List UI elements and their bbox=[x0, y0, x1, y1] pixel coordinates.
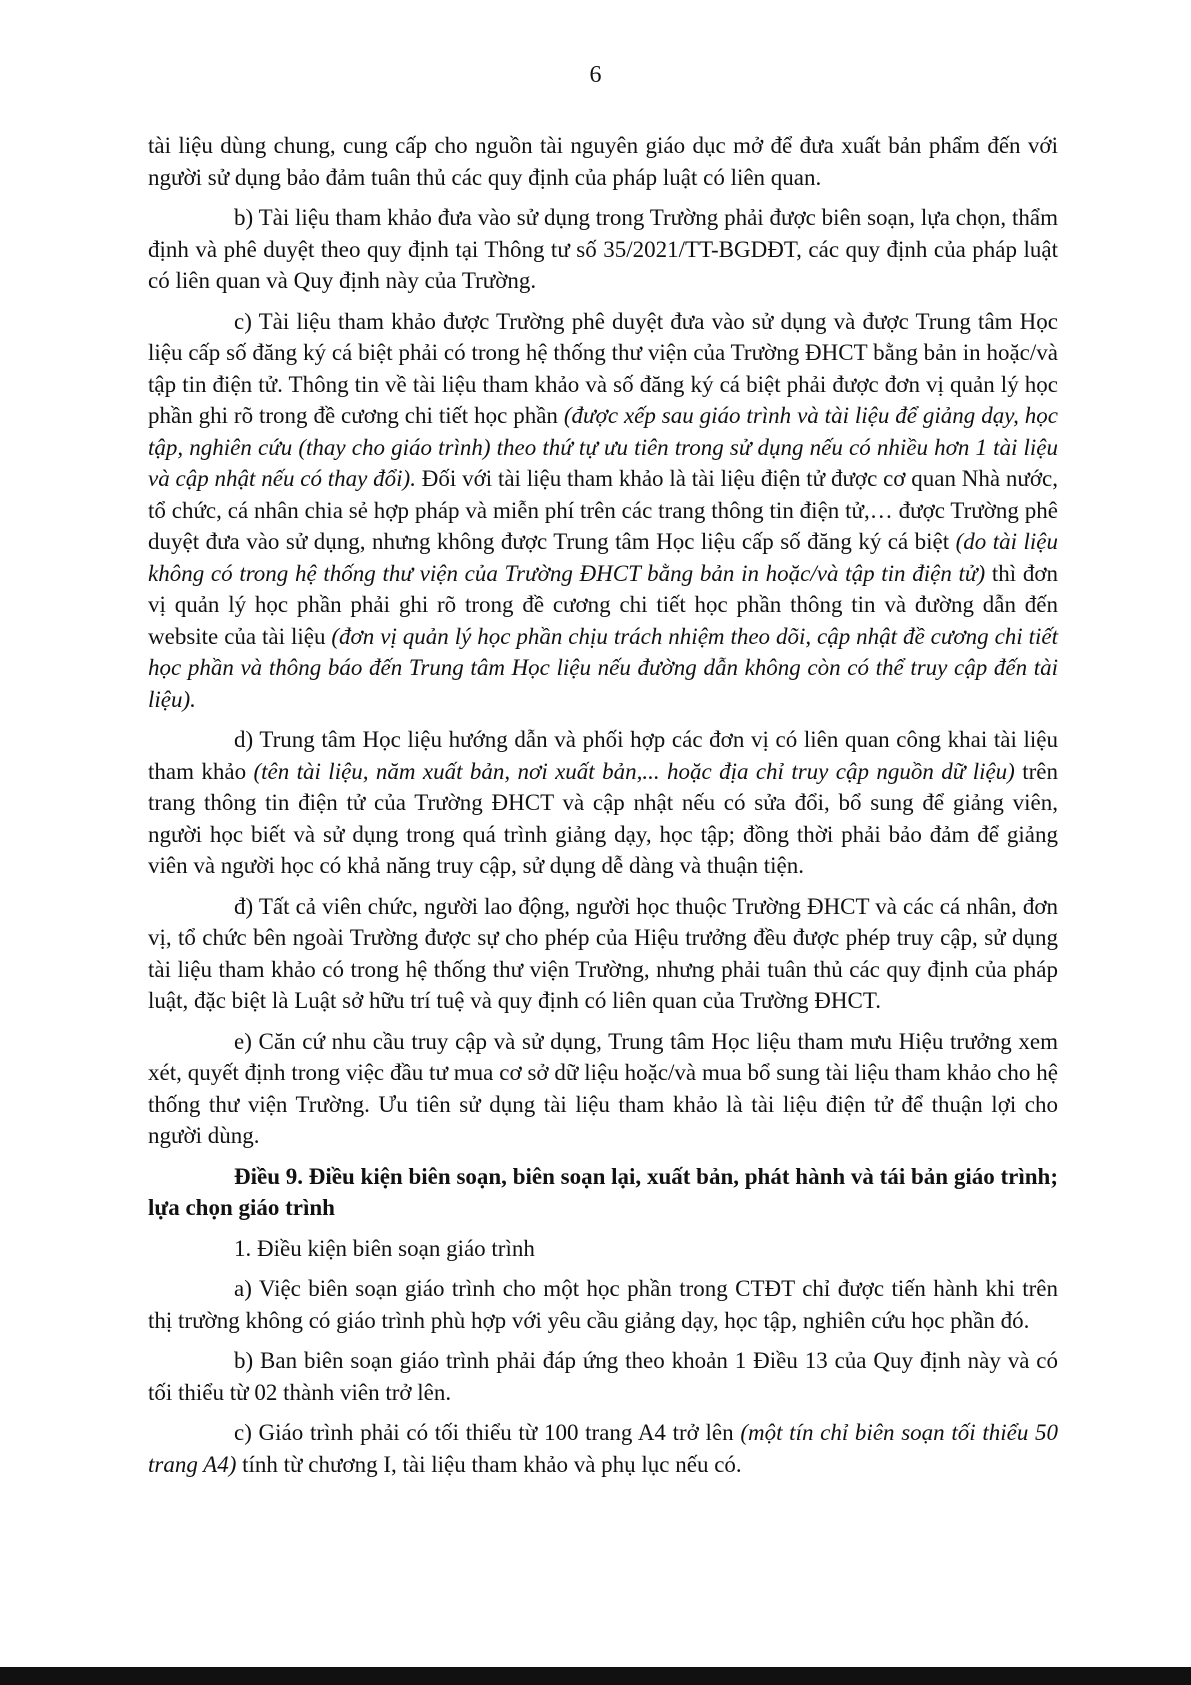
text-segment: đ) Tất cả viên chức, người lao động, người học thuộc Trường ĐHCT và các cá nhân, đơn vị, tổ chức bên ngoài Trường được sự cho phép của Hiệu trưởng đều được phép truy cập, sử dụng tài liệu tham khảo có trong hệ thống thư viện Trường, nhưng phải tuân thủ các quy định của pháp luật, đặc biệt là Luật sở hữu trí tuệ và quy định có liên quan của Trường ĐHCT. bbox=[148, 893, 1058, 1013]
paragraph-clause-e bbox=[148, 1026, 1058, 1152]
article-heading bbox=[148, 1161, 1058, 1224]
italic-segment: (đơn vị quản lý học phần chịu trách nhiệm theo dõi, cập nhật đề cương chi tiết học phần và thông báo đến Trung tâm Học liệu nếu đường dẫn không còn có thể truy cập đến tài liệu). bbox=[148, 623, 1058, 712]
paragraph-continuation bbox=[148, 130, 1058, 193]
paragraph-item-1 bbox=[148, 1233, 1058, 1265]
text-segment: c) Tài liệu tham khảo được Trường phê duyệt đưa vào sử dụng và được Trung tâm Học liệu cấp số đăng ký cá biệt phải có trong hệ thống thư viện của Trường ĐHCT bằng bản in hoặc/và tập tin điện tử. Thông tin về tài liệu tham khảo và số đăng ký cá biệt phải được đơn vị quản lý học phần ghi rõ trong đề cương chi tiết học phần bbox=[148, 308, 1058, 428]
paragraph-item-1c bbox=[148, 1417, 1058, 1480]
italic-segment: (được xếp sau giáo trình và tài liệu để giảng dạy, học tập, nghiên cứu (thay cho giáo trình) theo thứ tự ưu tiên trong sử dụng nếu có nhiều hơn 1 tài liệu và cập nhật nếu có thay đổi). bbox=[148, 403, 1058, 491]
text-segment: c) Giáo trình phải có tối thiểu từ 100 trang A4 trở lên bbox=[234, 1420, 741, 1445]
paragraph-clause-b bbox=[148, 202, 1058, 297]
text-segment: 1. Điều kiện biên soạn giáo trình bbox=[234, 1235, 535, 1261]
text-segment: e) Căn cứ nhu cầu truy cập và sử dụng, Trung tâm Học liệu tham mưu Hiệu trưởng xem xét, quyết định trong việc đầu tư mua cơ sở dữ liệu hoặc/và mua bổ sung tài liệu tham khảo cho hệ thống thư viện Trường. Ưu tiên sử dụng tài liệu tham khảo là tài liệu điện tử để thuận lợi cho người dùng. bbox=[148, 1028, 1058, 1148]
text-segment: trên trang thông tin điện tử của Trường ĐHCT và cập nhật nếu có sửa đổi, bổ sung để giảng viên, người học biết và sử dụng trong quá trình giảng dạy, học tập; đồng thời phải bảo đảm để giảng viên và người học có khả năng truy cập, sử dụng dễ dàng và thuận tiện. bbox=[148, 758, 1058, 878]
paragraph-clause-d bbox=[148, 724, 1058, 882]
scan-edge-bar bbox=[0, 1667, 1191, 1685]
paragraph-item-1b bbox=[148, 1345, 1058, 1408]
paragraph-item-1a bbox=[148, 1273, 1058, 1336]
italic-segment: (tên tài liệu, năm xuất bản, nơi xuất bản,... hoặc địa chỉ truy cập nguồn dữ liệu) bbox=[253, 758, 1015, 784]
italic-segment: (do tài liệu không có trong hệ thống thư viện của Trường ĐHCT bằng bản in hoặc/và tập tin điện tử) bbox=[148, 529, 1058, 586]
text-segment: a) Việc biên soạn giáo trình cho một học phần trong CTĐT chỉ được tiến hành khi trên thị trường không có giáo trình phù hợp với yêu cầu giảng dạy, học tập, nghiên cứu học phần đó. bbox=[148, 1276, 1058, 1333]
text-segment: d) Trung tâm Học liệu hướng dẫn và phối hợp các đơn vị có liên quan công khai tài liệu tham khảo bbox=[148, 727, 1058, 784]
paragraph-clause-c bbox=[148, 306, 1058, 716]
text-segment: thì đơn vị quản lý học phần phải ghi rõ trong đề cương chi tiết học phần thông tin và đường dẫn đến website của tài liệu bbox=[148, 560, 1058, 649]
document-body bbox=[148, 130, 1058, 1489]
page-number: 6 bbox=[589, 62, 602, 88]
text-segment: tính từ chương I, tài liệu tham khảo và phụ lục nếu có. bbox=[236, 1451, 742, 1477]
text-segment: tài liệu dùng chung, cung cấp cho nguồn tài nguyên giáo dục mở để đưa xuất bản phẩm đến với người sử dụng bảo đảm tuân thủ các quy định của pháp luật có liên quan. bbox=[148, 133, 1058, 190]
text-segment: b) Ban biên soạn giáo trình phải đáp ứng theo khoản 1 Điều 13 của Quy định này và có tối thiểu từ 02 thành viên trở lên. bbox=[148, 1348, 1058, 1405]
text-segment: Đối với tài liệu tham khảo là tài liệu điện tử được cơ quan Nhà nước, tổ chức, cá nhân chia sẻ hợp pháp và miễn phí trên các trang thông tin điện tử,… được Trường phê duyệt đưa vào sử dụng, nhưng không được Trung tâm Học liệu cấp số đăng ký cá biệt bbox=[148, 466, 1058, 554]
heading-text: Điều 9. Điều kiện biên soạn, biên soạn lại, xuất bản, phát hành và tái bản giáo trình; lựa chọn giáo trình bbox=[148, 1163, 1058, 1220]
paragraph-clause-dd bbox=[148, 891, 1058, 1017]
italic-segment: (một tín chỉ biên soạn tối thiểu 50 trang A4) bbox=[148, 1420, 1059, 1477]
text-segment: b) Tài liệu tham khảo đưa vào sử dụng trong Trường phải được biên soạn, lựa chọn, thẩm định và phê duyệt theo quy định tại Thông tư số 35/2021/TT-BGDĐT, các quy định của pháp luật có liên quan và Quy định này của Trường. bbox=[148, 205, 1058, 293]
